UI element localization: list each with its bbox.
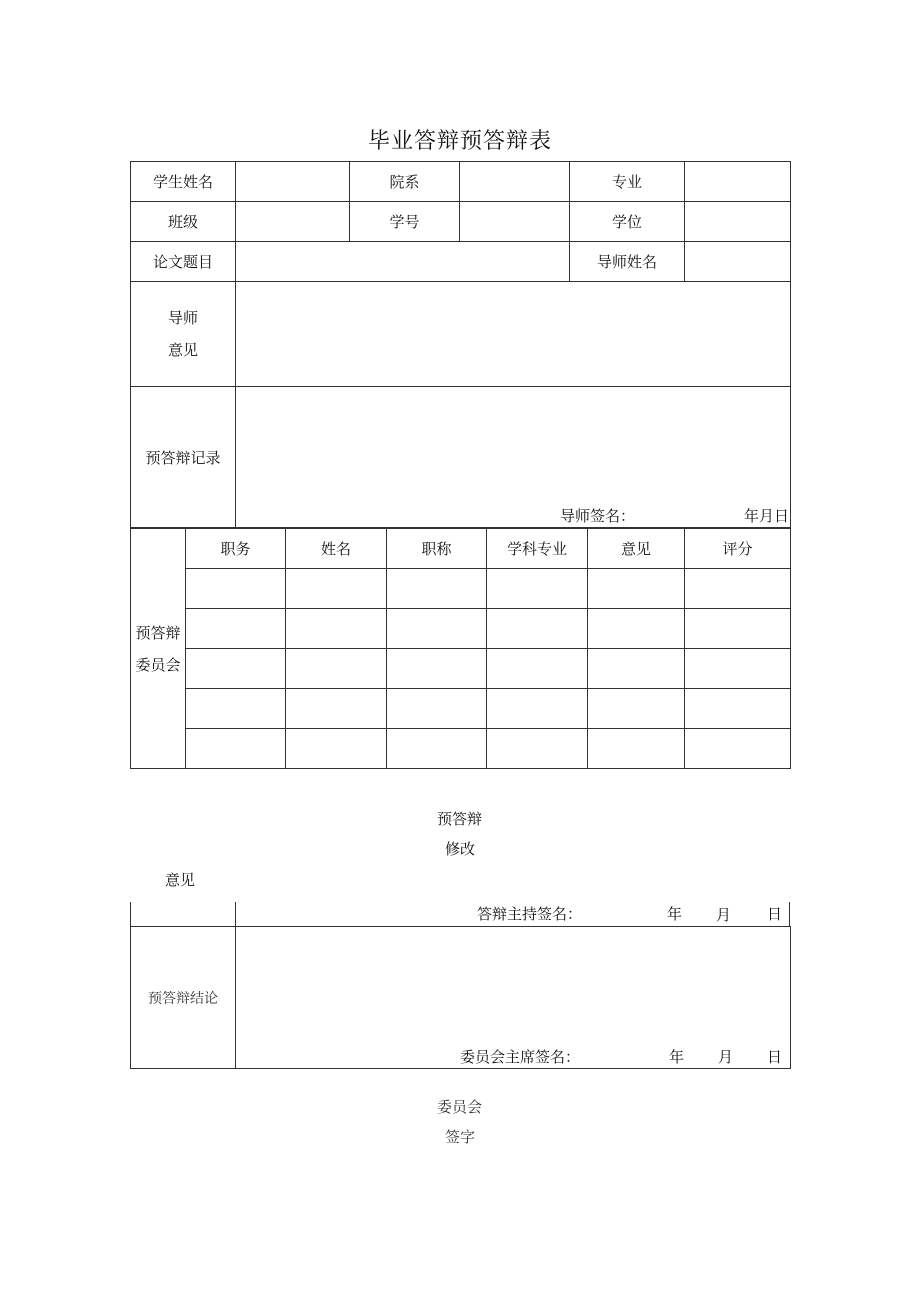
cell[interactable] (286, 609, 387, 649)
label-class: 班级 (131, 202, 236, 242)
cell[interactable] (387, 689, 487, 729)
page-title: 毕业答辩预答辩表 (367, 129, 552, 154)
table-row (131, 609, 791, 649)
chair-sign-year: 年 (668, 1048, 684, 1066)
chair-sign-day: 日 (766, 1048, 782, 1066)
revision-label-line-3: 意见 (165, 871, 196, 889)
field-student-name[interactable] (236, 162, 350, 202)
chair-sign-month: 月 (717, 1048, 733, 1066)
fragment-border-mid (235, 902, 236, 927)
header-discipline: 学科专业 (487, 529, 588, 569)
cell[interactable] (685, 689, 791, 729)
fragment-border-right (789, 902, 790, 927)
cell[interactable] (487, 729, 588, 769)
revision-label-line-2: 修改 (445, 840, 476, 858)
advisor-opinion-line-2: 意见 (167, 341, 198, 359)
label-pre-defense-record: 预答辩记录 (131, 387, 236, 528)
label-thesis-title: 论文题目 (131, 242, 236, 282)
footer-line-1: 委员会 (437, 1098, 483, 1116)
host-sign-label: 答辩主持签名： (477, 905, 583, 923)
field-department[interactable] (460, 162, 570, 202)
field-conclusion[interactable] (236, 927, 791, 1069)
cell[interactable] (487, 689, 588, 729)
cell[interactable] (286, 729, 387, 769)
revision-label-line-1: 预答辩 (437, 810, 483, 828)
cell[interactable] (685, 609, 791, 649)
host-sign-month: 月 (716, 906, 732, 924)
cell[interactable] (685, 729, 791, 769)
cell[interactable] (186, 649, 286, 689)
label-department: 院系 (350, 162, 460, 202)
committee-label (131, 529, 186, 769)
cell[interactable] (487, 609, 588, 649)
fragment-border-left (130, 902, 131, 927)
cell[interactable] (186, 689, 286, 729)
committee-label-line-2: 委员会 (135, 655, 181, 674)
field-advisor-name[interactable] (685, 242, 791, 282)
cell[interactable] (588, 729, 685, 769)
cell[interactable] (286, 569, 387, 609)
label-student-id: 学号 (350, 202, 460, 242)
header-role: 职务 (186, 529, 286, 569)
field-class[interactable] (236, 202, 350, 242)
table-row (131, 649, 791, 689)
cell[interactable] (588, 609, 685, 649)
field-thesis-title[interactable] (236, 242, 570, 282)
committee-table (130, 528, 791, 769)
label-conclusion: 预答辩结论 (131, 927, 236, 1069)
advisor-opinion-line-1: 导师 (167, 309, 198, 327)
cell[interactable] (186, 569, 286, 609)
table-row (131, 689, 791, 729)
header-opinion: 意见 (588, 529, 685, 569)
label-student-name: 学生姓名 (131, 162, 236, 202)
conclusion-table (130, 926, 791, 1069)
field-degree[interactable] (685, 202, 791, 242)
advisor-sign-label: 导师签名： (559, 507, 635, 525)
header-title: 职称 (387, 529, 487, 569)
header-score: 评分 (685, 529, 791, 569)
cell[interactable] (387, 649, 487, 689)
cell[interactable] (387, 729, 487, 769)
label-advisor-name: 导师姓名 (570, 242, 685, 282)
cell[interactable] (487, 569, 588, 609)
cell[interactable] (685, 649, 791, 689)
chair-sign-label: 委员会主席签名： (459, 1048, 580, 1066)
cell[interactable] (286, 689, 387, 729)
cell[interactable] (387, 569, 487, 609)
label-major: 专业 (570, 162, 685, 202)
host-sign-year: 年 (667, 905, 683, 923)
field-student-id[interactable] (460, 202, 570, 242)
cell[interactable] (387, 609, 487, 649)
cell[interactable] (487, 649, 588, 689)
header-name: 姓名 (286, 529, 387, 569)
cell[interactable] (588, 649, 685, 689)
cell[interactable] (588, 689, 685, 729)
field-advisor-opinion[interactable] (236, 282, 791, 387)
cell[interactable] (685, 569, 791, 609)
info-table (130, 161, 791, 528)
host-sign-day: 日 (767, 905, 783, 923)
label-degree: 学位 (570, 202, 685, 242)
cell[interactable] (186, 609, 286, 649)
footer-line-2: 签字 (445, 1128, 476, 1146)
field-major[interactable] (685, 162, 791, 202)
label-advisor-opinion (131, 282, 236, 387)
cell[interactable] (186, 729, 286, 769)
advisor-sign-date: 年月日 (743, 507, 789, 525)
field-pre-defense-record[interactable] (236, 387, 791, 528)
cell[interactable] (286, 649, 387, 689)
cell[interactable] (588, 569, 685, 609)
table-row (131, 729, 791, 769)
committee-label-line-1: 预答辩 (135, 623, 181, 642)
table-row (131, 569, 791, 609)
